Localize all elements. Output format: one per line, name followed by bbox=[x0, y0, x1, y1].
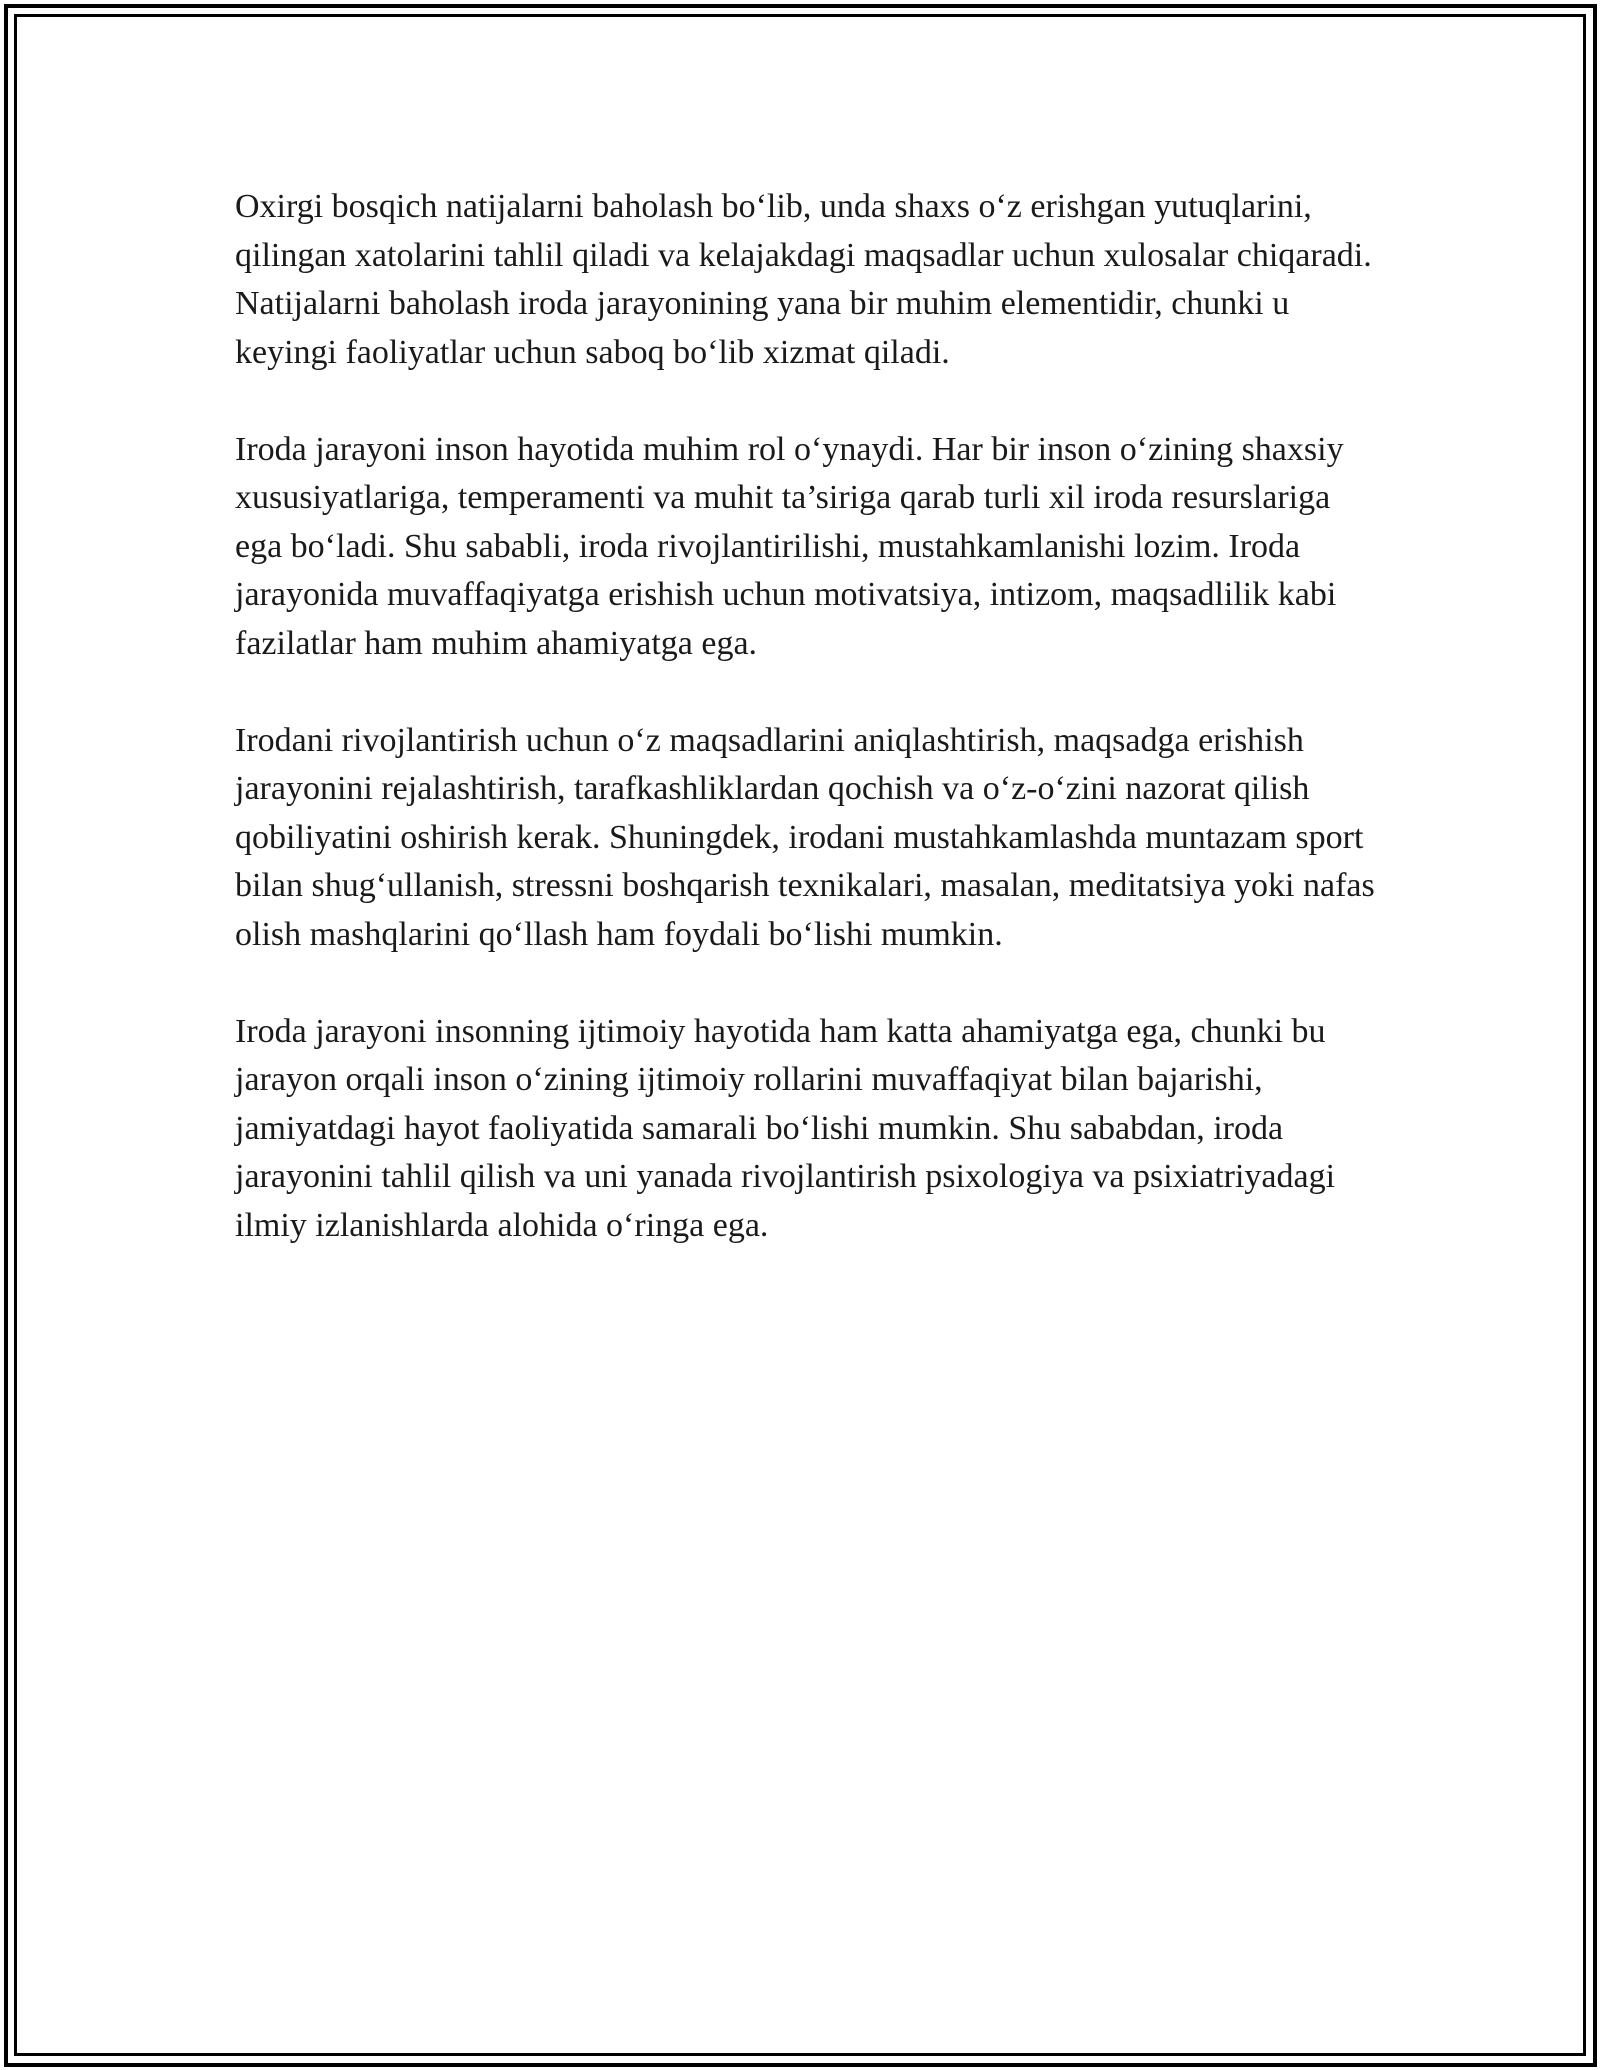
paragraph-3: Irodani rivojlantirish uchun o‘z maqsadlarini aniqlashtirish, maqsadga erishish jarayonini rejalashtirish, tarafkashliklardan qochish va o‘z-o‘zini nazorat qilish qobiliyatini oshirish kerak. Shuningdek, irodani mustahkamlashda muntazam sport bilan shug‘ullanish, stressni boshqarish texnikalari, masalan, meditatsiya yoki nafas olish mashqlarini qo‘llash ham foydali bo‘lishi mumkin. bbox=[235, 721, 1375, 953]
paragraph-1: Oxirgi bosqich natijalarni baholash bo‘lib, unda shaxs o‘z erishgan yutuqlarini, qilingan xatolarini tahlil qiladi va kelajakdagi maqsadlar uchun xulosalar chiqaradi. Natijalarni baholash iroda jarayonining yana bir muhim elementidir, chunki u keyingi faoliyatlar uchun saboq bo‘lib xizmat qiladi. bbox=[235, 188, 1372, 371]
document-body bbox=[235, 183, 1375, 1250]
paragraph-2: Iroda jarayoni inson hayotida muhim rol o‘ynaydi. Har bir inson o‘zining shaxsiy xususiyatlariga, temperamenti va muhit ta’siriga qarab turli xil iroda resurslariga ega bo‘ladi. Shu sababli, iroda rivojlantirilishi, mustahkamlanishi lozim. Iroda jarayonida muvaffaqiyatga erishish uchun motivatsiya, intizom, maqsadlilik kabi fazilatlar ham muhim ahamiyatga ega. bbox=[235, 430, 1344, 662]
paragraph-4: Iroda jarayoni insonning ijtimoiy hayotida ham katta ahamiyatga ega, chunki bu jarayon orqali inson o‘zining ijtimoiy rollarini muvaffaqiyat bilan bajarishi, jamiyatdagi hayot faoliyatida samarali bo‘lishi mumkin. Shu sababdan, iroda jarayonini tahlil qilish va uni yanada rivojlantirish psixologiya va psixiatriyadagi ilmiy izlanishlarda alohida o‘ringa ega. bbox=[235, 1012, 1336, 1244]
